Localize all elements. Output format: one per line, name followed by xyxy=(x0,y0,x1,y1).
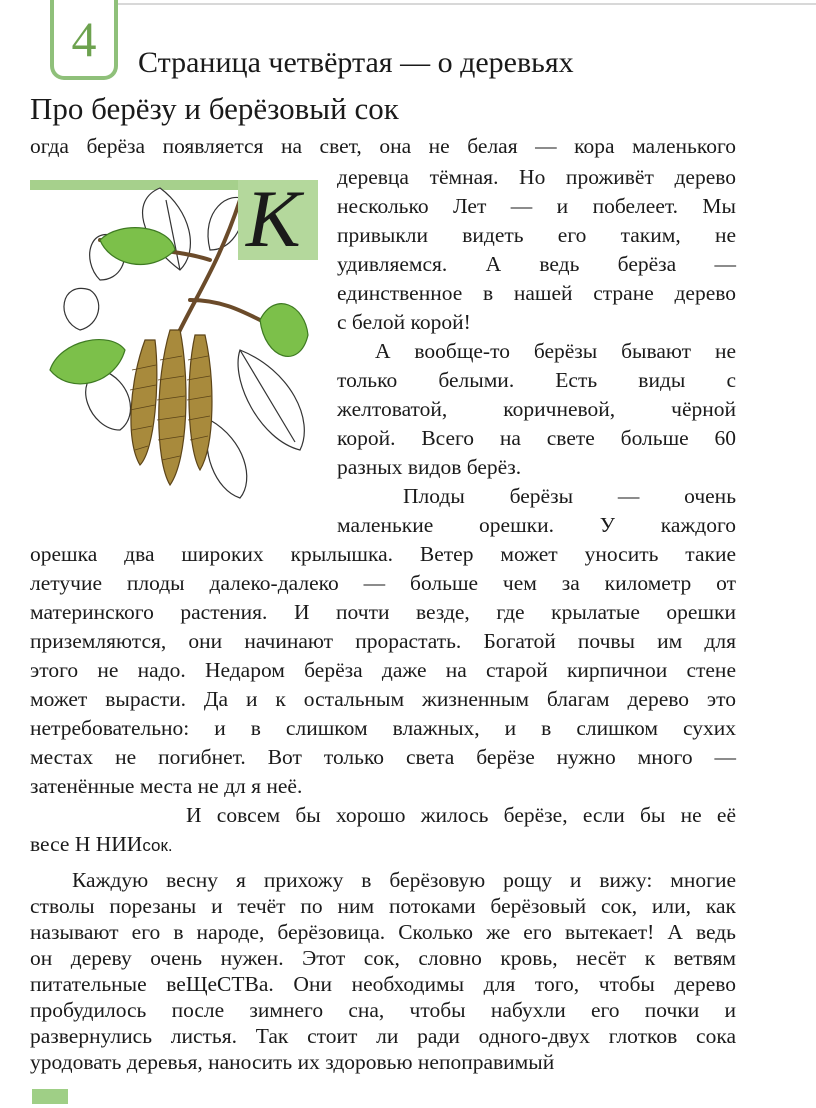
paragraph3-line-6: приземляются, они начинают прорастать. Богатой почвы им для xyxy=(30,629,736,653)
drop-cap: К xyxy=(246,173,301,264)
paragraph4-line-2-text: весе Н НИИ xyxy=(30,832,143,856)
paragraph3-line-8: может вырасти. Да и к остальным жизненным благам дерево это xyxy=(30,687,736,711)
paragraph3-line-10: местах не погибнет. Вот только света берёзе нужно много — xyxy=(30,745,736,769)
chapter-title: Страница четвёртая — о деревьях xyxy=(138,46,574,79)
paragraph2-line-3: желтоватой, коричневой, чёрной xyxy=(337,397,736,421)
paragraph4-line-2-suffix: сок. xyxy=(142,836,173,855)
paragraph1-line-6: единственное в нашей стране дерево xyxy=(337,281,736,305)
paragraph5-line-8: уродовать деревья, наносить их здоровью непоправимый xyxy=(30,1050,555,1074)
paragraph2-line-1: А вообще-то берёзы бывают не xyxy=(375,339,736,363)
paragraph5-line-5: питательные веЩеСТВа. Они необходимы для того, чтобы дерево xyxy=(30,972,736,996)
paragraph3-line-1: Плоды берёзы — очень xyxy=(403,484,736,508)
paragraph1-line-2: деревца тёмная. Но проживёт дерево xyxy=(337,165,736,189)
paragraph1-line-4: привыкли видеть его таким, не xyxy=(337,223,736,247)
paragraph1-line-3: несколько Лет — и побелеет. Мы xyxy=(337,194,736,218)
page-number-badge xyxy=(50,0,118,80)
paragraph3-line-4: летучие плоды далеко-далеко — больше чем за километр от xyxy=(30,571,736,595)
paragraph3-line-2: маленькие орешки. У каждого xyxy=(337,513,736,537)
page-number: 4 xyxy=(71,11,97,67)
paragraph1-line-5: удивляемся. А ведь берёза — xyxy=(337,252,736,276)
paragraph1-line-1: огда берёза появляется на свет, она не белая — кора маленького xyxy=(30,134,736,158)
paragraph2-line-5: разных видов берёз. xyxy=(337,455,522,479)
paragraph5-line-7: развернулись листья. Так стоит ли ради одного-двух глотков сока xyxy=(30,1024,736,1048)
paragraph2-line-2: только белыми. Есть виды с xyxy=(337,368,736,392)
paragraph3-line-7: этого не надо. Недаром берёза даже на старой кирпичнои стене xyxy=(30,658,736,682)
paragraph4-line-2 xyxy=(30,834,173,856)
paragraph5-line-6: пробудилось после зимнего сна, чтобы набухли его почки и xyxy=(30,998,736,1022)
paragraph5-line-1: Каждую весну я прихожу в берёзовую рощу и вижу: многие xyxy=(72,868,736,892)
footer-mark xyxy=(32,1089,68,1104)
paragraph5-line-2: стволы порезаны и течёт по ним потоками берёзовый сок, или, как xyxy=(30,894,736,918)
paragraph4-line-1: И совсем бы хорошо жилось берёзе, если бы не её xyxy=(186,803,736,827)
paragraph2-line-4: корой. Всего на свете больше 60 xyxy=(337,426,736,450)
paragraph3-line-3: орешка два широких крылышка. Ветер может уносить такие xyxy=(30,542,736,566)
article-title: Про берёзу и берёзовый сок xyxy=(30,91,399,126)
top-rule xyxy=(116,3,816,5)
paragraph3-line-5: материнского растения. И почти везде, где крылатые орешки xyxy=(30,600,736,624)
paragraph5-line-3: называют его в народе, берёзовица. Сколько же его вытекает! А ведь xyxy=(30,920,736,944)
paragraph1-line-7: с белой корой! xyxy=(337,310,471,334)
paragraph5-line-4: он дереву очень нужен. Этот сок, словно кровь, несёт к ветвям xyxy=(30,946,736,970)
paragraph3-line-11: затенённые места не дл я неё. xyxy=(30,774,303,798)
paragraph3-line-9: нетребовательно: и в слишком влажных, и в слишком сухих xyxy=(30,716,736,740)
